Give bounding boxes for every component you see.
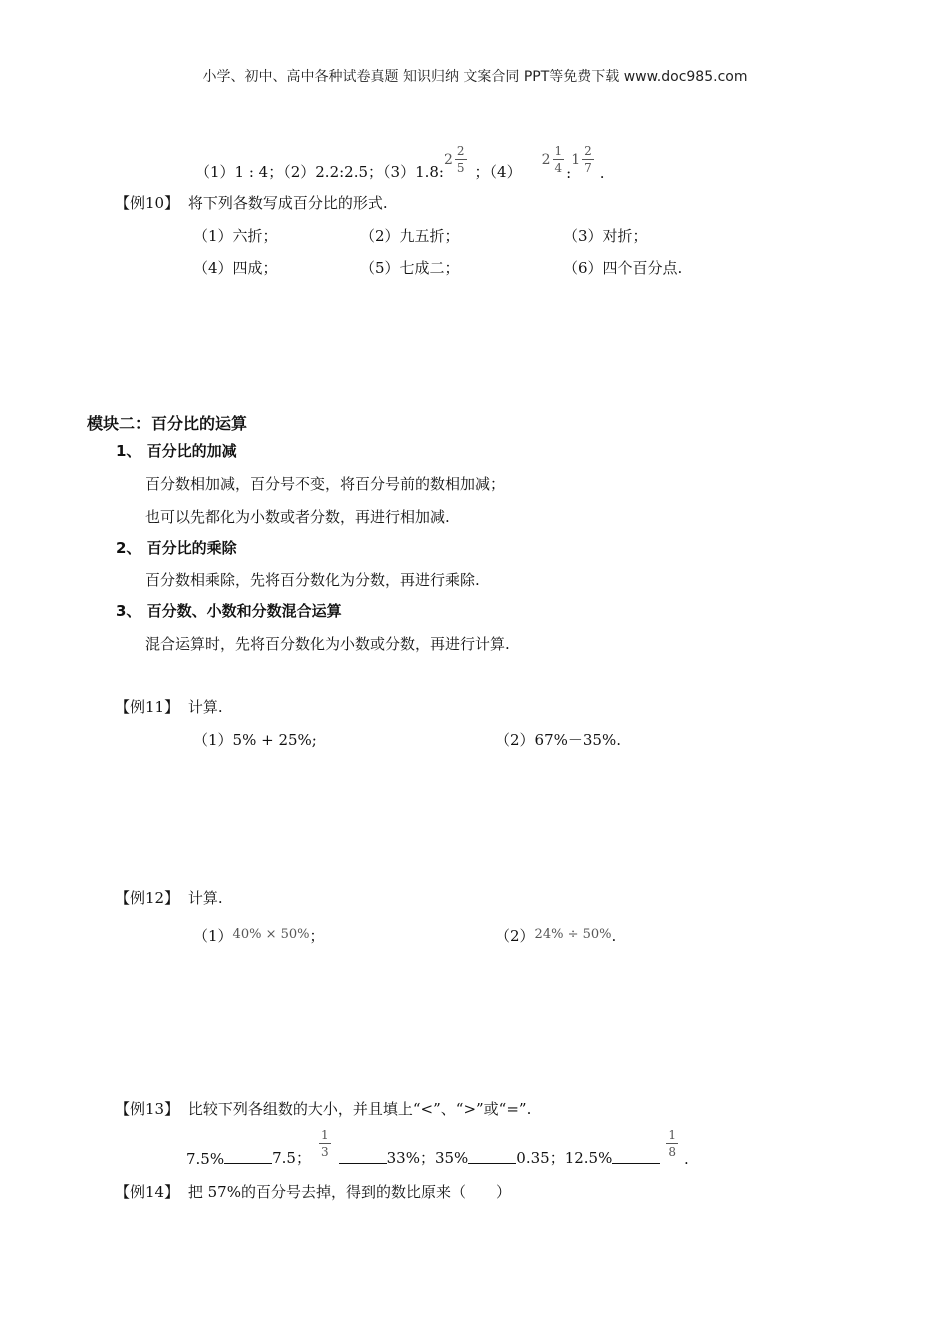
example-tag: 【例11】 (115, 698, 180, 716)
denominator: 8 (668, 1145, 676, 1159)
compare-value: 7.5% (186, 1150, 225, 1168)
mixed-whole: 1 (571, 151, 581, 168)
mixed-number-4b (571, 145, 596, 174)
fraction (582, 145, 594, 174)
section-1-line-2: 也可以先都化为小数或者分数，再进行相加减. (145, 508, 450, 526)
item-expression: 40% × 50% (232, 927, 310, 942)
ex10-item-1: （1）六折； (193, 227, 278, 245)
ex10-item-2: （2）九五折； (360, 227, 460, 245)
answer-blank[interactable] (468, 1151, 516, 1164)
example-prompt: 计算. (187, 889, 223, 907)
ratio-line-part1: （1）1 : 4；（2）2.2:2.5；（3）1.8: (195, 163, 444, 181)
answer-blank[interactable] (339, 1151, 387, 1164)
answer-blank[interactable] (224, 1151, 272, 1164)
denominator: 7 (584, 161, 592, 175)
section-2-line-1: 百分数相乘除，先将百分数化为分数，再进行乘除. (145, 571, 480, 589)
example-13 (115, 1098, 531, 1119)
ex12-item-2 (495, 925, 616, 946)
ratio-line-end: . (599, 164, 605, 182)
example-prompt: 比较下列各组数的大小，并且填上“<”、“>”或“=”. (187, 1100, 532, 1118)
example-prompt: 计算. (187, 698, 223, 716)
denominator: 5 (456, 161, 465, 175)
fraction (455, 145, 467, 174)
compare-value: 33%；35% (386, 1149, 469, 1167)
section-1-title: 1、 百分比的加减 (116, 442, 237, 460)
fraction-one-third (319, 1129, 331, 1158)
compare-value: 0.35；12.5% (516, 1149, 613, 1167)
ex11-item-2: （2）67%－35%. (495, 731, 621, 749)
line-end: . (684, 1150, 689, 1168)
mixed-number-3 (444, 145, 469, 174)
fraction-one-eighth (666, 1129, 678, 1158)
denominator: 4 (554, 161, 563, 175)
compare-value: 7.5； (272, 1149, 311, 1167)
example-tag: 【例14】 (115, 1183, 180, 1201)
ex13-compare-line (186, 1124, 689, 1172)
example-tag: 【例12】 (115, 889, 180, 907)
ex10-item-4: （4）四成； (193, 259, 278, 277)
item-expression: 24% ÷ 50% (534, 927, 612, 942)
ratio-colon: : (566, 164, 572, 182)
ratio-line (195, 142, 605, 186)
example-prompt: 将下列各数写成百分比的形式. (187, 194, 388, 212)
fraction (553, 145, 565, 174)
example-tag: 【例10】 (115, 194, 180, 212)
numerator: 1 (320, 1128, 329, 1142)
answer-blank[interactable] (612, 1151, 660, 1164)
ex12-item-1 (193, 925, 325, 946)
ex11-item-1: （1）5% + 25%; (193, 731, 317, 749)
ex10-item-6: （6）四个百分点. (563, 259, 683, 277)
example-11 (115, 696, 223, 717)
ex10-item-3: （3）对折； (563, 227, 648, 245)
ex10-item-5: （5）七成二； (360, 259, 460, 277)
example-10 (115, 192, 388, 213)
ratio-line-part2: ；（4） (474, 163, 522, 181)
example-14 (115, 1181, 511, 1202)
section-3-title: 3、 百分数、小数和分数混合运算 (116, 602, 342, 620)
denominator: 3 (320, 1145, 329, 1159)
item-end: . (611, 927, 617, 945)
example-12 (115, 887, 223, 908)
item-end: ； (309, 927, 325, 945)
mixed-whole: 2 (443, 151, 453, 168)
mixed-whole: 2 (541, 151, 551, 168)
numerator: 2 (456, 144, 465, 158)
item-label: （1） (193, 927, 233, 945)
module-title: 模块二：百分比的运算 (87, 414, 248, 433)
item-label: （2） (495, 927, 535, 945)
numerator: 2 (584, 144, 592, 158)
section-2-title: 2、 百分比的乘除 (116, 539, 237, 557)
section-1-line-1: 百分数相加减，百分号不变，将百分号前的数相加减； (145, 475, 506, 493)
example-tag: 【例13】 (115, 1100, 180, 1118)
mixed-number-4a (542, 145, 567, 174)
page-header: 小学、初中、高中各种试卷真题 知识归纳 文案合同 PPT等免费下载 www.doc985.com (202, 69, 748, 85)
example-prompt: 把 57%的百分号去掉，得到的数比原来（ ） (187, 1183, 511, 1201)
numerator: 1 (668, 1128, 676, 1142)
section-3-line-1: 混合运算时，先将百分数化为小数或分数，再进行计算. (145, 635, 510, 653)
numerator: 1 (554, 144, 563, 158)
